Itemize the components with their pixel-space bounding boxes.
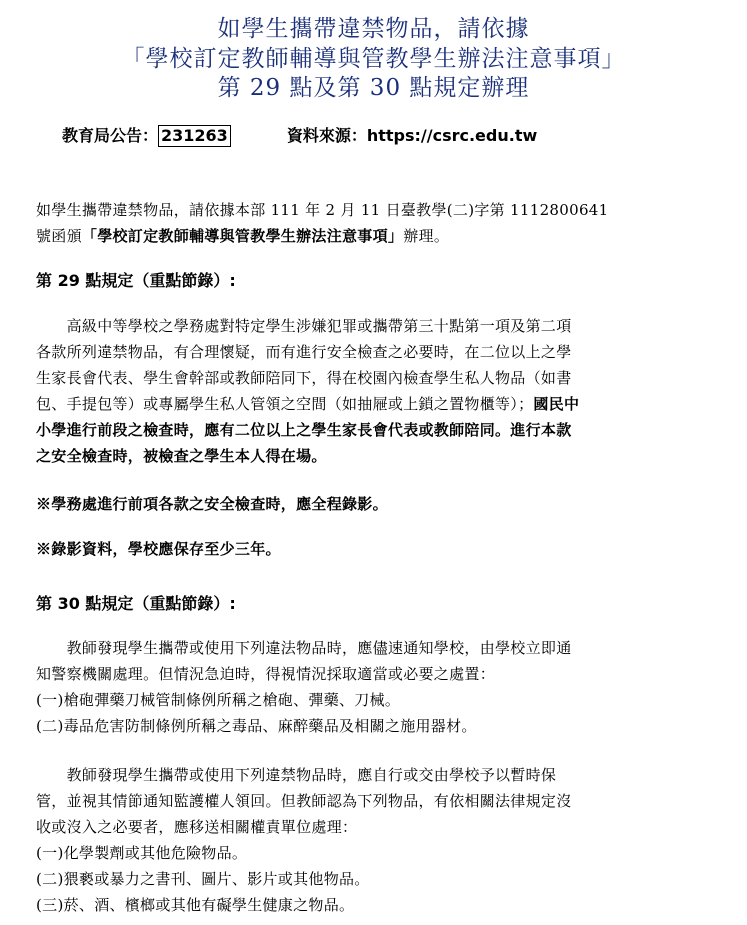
paragraph-line: 教師發現學生攜帶或使用下列違法物品時，應儘速通知學校，由學校立即通 xyxy=(36,639,572,657)
paragraph-line: 管，並視其情節通知監護權人領回。但教師認為下列物品，有依相關法律規定沒 xyxy=(36,792,572,810)
list-item: (三)菸、酒、檳榔或其他有礙學生健康之物品。 xyxy=(36,896,355,914)
paragraph-line: 生家長會代表、學生會幹部或教師陪同下，得在校園內檢查學生私人物品（如書 xyxy=(36,369,572,387)
announcement-label: 教育局公告： xyxy=(62,126,159,145)
section-30-paragraph-1 xyxy=(36,635,706,739)
paragraph-line: 教師發現學生攜帶或使用下列違禁物品時，應自行或交由學校予以暫時保 xyxy=(36,766,557,784)
intro-bold-title: 「學校訂定教師輔導與管教學生辦法注意事項」 xyxy=(81,227,404,245)
paragraph-text: 包、手提包等）或專屬學生私人管領之空間（如抽屜或上鎖之置物櫃等）； xyxy=(36,395,534,413)
intro-paragraph xyxy=(36,197,706,249)
list-item: (二)毒品危害防制條例所稱之毒品、麻醉藥品及相關之施用器材。 xyxy=(36,717,477,735)
note-recording: ※學務處進行前項各款之安全檢查時，應全程錄影。 xyxy=(36,495,388,513)
list-item: (一)化學製劑或其他危險物品。 xyxy=(36,844,248,862)
paragraph-line: 各款所列違禁物品，有合理懷疑，而有進行安全檢查之必要時，在二位以上之學 xyxy=(36,343,572,361)
paragraph-line: 之安全檢查時，被檢查之學生本人得在場。 xyxy=(36,447,327,465)
section-30-heading: 第 30 點規定（重點節錄）: xyxy=(36,594,236,613)
source-label: 資料來源： xyxy=(286,126,367,145)
paragraph-line: 小學進行前段之檢查時，應有二位以上之學生家長會代表或教師陪同。進行本款 xyxy=(36,421,572,439)
title-line-2: 「學校訂定教師輔導與管教學生辦法注意事項」 xyxy=(121,46,626,72)
paragraph-line: 高級中等學校之學務處對特定學生涉嫌犯罪或攜帶第三十點第一項及第二項 xyxy=(36,317,572,335)
title-line-1: 如學生攜帶違禁物品，請依據 xyxy=(217,16,530,42)
section-29-paragraph xyxy=(36,313,706,469)
announcement-number: 231263 xyxy=(158,125,231,147)
intro-line: 如學生攜帶違禁物品，請依據本部 111 年 2 月 11 日臺教學(二)字第 1112800641 xyxy=(36,201,609,219)
meta-row xyxy=(62,124,537,148)
paragraph-bold-text: 國民中 xyxy=(533,395,580,413)
intro-prefix: 號函頒 xyxy=(36,227,82,245)
section-29-heading: 第 29 點規定（重點節錄）: xyxy=(36,271,236,290)
list-item: (一)槍砲彈藥刀械管制條例所稱之槍砲、彈藥、刀械。 xyxy=(36,691,401,709)
paragraph-line: 收或沒入之必要者，應移送相關權責單位處理： xyxy=(36,818,358,836)
note-retention: ※錄影資料，學校應保存至少三年。 xyxy=(36,540,281,558)
section-30-paragraph-2 xyxy=(36,762,706,918)
paragraph-line: 知警察機關處理。但情況急迫時，得視情況採取適當或必要之處置： xyxy=(36,665,496,683)
intro-line xyxy=(36,223,706,249)
source-url[interactable]: https://csrc.edu.tw xyxy=(366,126,538,145)
list-item: (二)猥褻或暴力之書刊、圖片、影片或其他物品。 xyxy=(36,870,370,888)
intro-suffix: 辦理。 xyxy=(403,227,450,245)
paragraph-line xyxy=(36,391,706,417)
title-line-3: 第 29 點及第 30 點規定辦理 xyxy=(217,75,530,101)
